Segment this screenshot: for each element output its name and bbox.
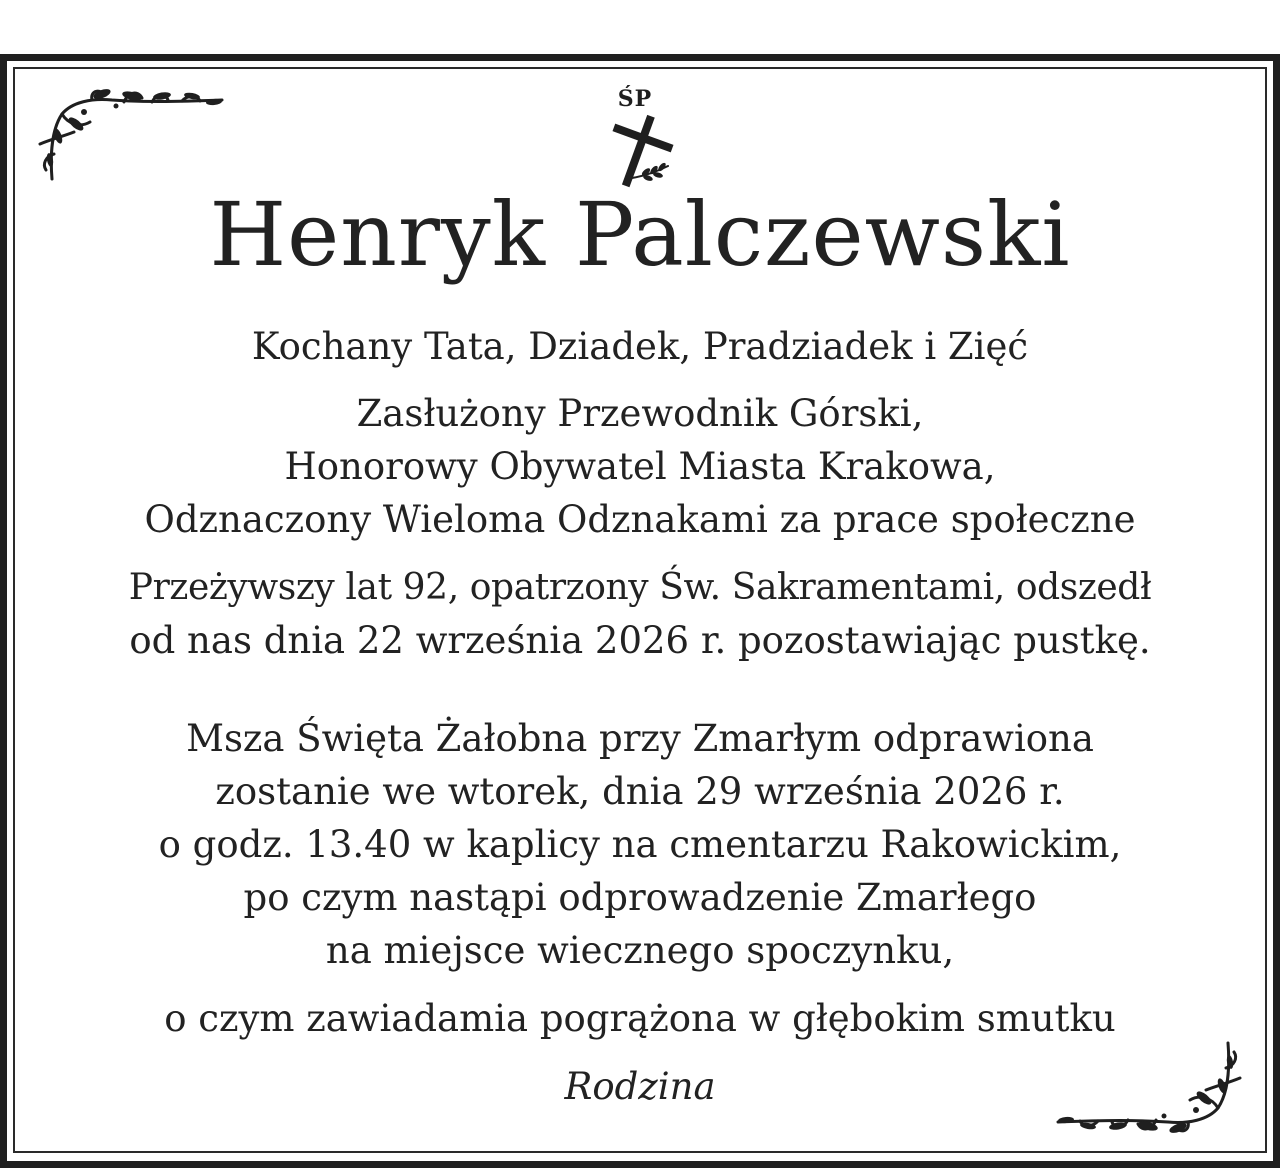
funeral-line: po czym nastąpi odprowadzenie Zmarłego xyxy=(243,876,1037,919)
title-line: Zasłużony Przewodnik Górski, xyxy=(356,392,924,435)
cross-icon xyxy=(598,112,684,190)
closing-line: o czym zawiadamia pogrążona w głębokim smutku xyxy=(164,997,1116,1040)
deceased-name: Henryk Palczewski xyxy=(209,183,1071,286)
funeral-line: Msza Święta Żałobna przy Zmarłym odprawiona xyxy=(186,717,1094,760)
funeral-line: o godz. 13.40 w kaplicy na cmentarzu Rakowickim, xyxy=(158,823,1122,866)
death-line: od nas dnia 22 września 2026 r. pozostawiając pustkę. xyxy=(129,619,1151,662)
death-line: Przeżywszy lat 92, opatrzony Św. Sakramentami, odszedł xyxy=(128,567,1152,608)
signature: Rodzina xyxy=(564,1065,716,1108)
title-line: Honorowy Obywatel Miasta Krakowa, xyxy=(284,445,996,488)
funeral-line: na miejsce wiecznego spoczynku, xyxy=(325,929,955,972)
funeral-line: zostanie we wtorek, dnia 29 września 2026 r. xyxy=(215,770,1065,813)
title-line: Odznaczony Wieloma Odznakami za prace społeczne xyxy=(144,498,1136,541)
sp-prefix: ŚP xyxy=(617,86,653,112)
relation-line: Kochany Tata, Dziadek, Pradziadek i Zięć xyxy=(251,325,1029,368)
corner-ornament-icon xyxy=(32,84,232,184)
